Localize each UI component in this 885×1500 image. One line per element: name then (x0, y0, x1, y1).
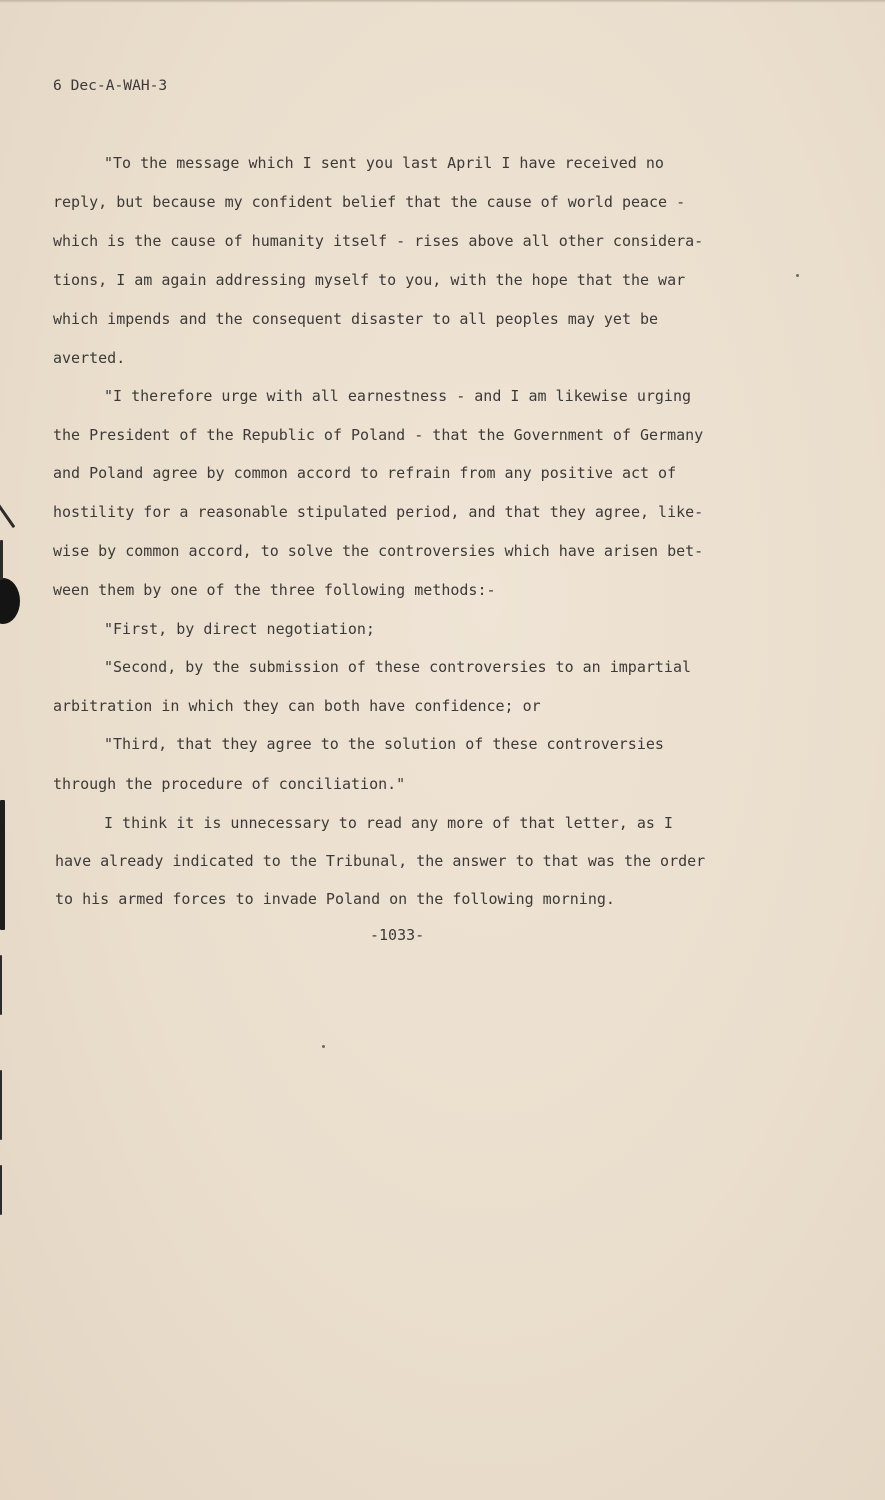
text-line: wise by common accord, to solve the controversies which have arisen bet- (53, 542, 704, 560)
document-header: 6 Dec-A-WAH-3 (53, 77, 168, 94)
text-line: averted. (53, 349, 126, 367)
text-line: "First, by direct negotiation; (104, 620, 375, 638)
text-line: tions, I am again addressing myself to you, with the hope that the war (53, 271, 686, 289)
binding-mark (0, 955, 2, 1015)
binding-mark (0, 502, 15, 528)
text-line: "Second, by the submission of these controversies to an impartial (104, 658, 691, 676)
binding-mark (0, 800, 5, 930)
text-line: which impends and the consequent disaster to all peoples may yet be (53, 310, 659, 328)
page-top-edge (0, 0, 885, 3)
binding-mark (0, 1165, 2, 1215)
text-line: have already indicated to the Tribunal, the answer to that was the order (55, 852, 706, 870)
text-line: which is the cause of humanity itself - rises above all other considera- (53, 232, 704, 250)
text-line: I think it is unnecessary to read any more of that letter, as I (104, 814, 673, 832)
binding-mark (0, 540, 3, 580)
text-line: "Third, that they agree to the solution of these controversies (104, 735, 664, 753)
text-line: and Poland agree by common accord to refrain from any positive act of (53, 464, 677, 482)
page-number: -1033- (370, 926, 425, 944)
paper-speck (322, 1045, 325, 1048)
text-line: reply, but because my confident belief that the cause of world peace - (53, 193, 686, 211)
text-line: arbitration in which they can both have confidence; or (53, 697, 541, 715)
text-line: the President of the Republic of Poland - that the Government of Germany (53, 426, 704, 444)
binding-mark (0, 1070, 2, 1140)
text-line: ween them by one of the three following methods:- (53, 581, 496, 599)
text-line: through the procedure of conciliation." (53, 775, 406, 793)
paper-speck (796, 274, 799, 277)
binding-hole (0, 578, 20, 624)
text-line: "I therefore urge with all earnestness - and I am likewise urging (104, 387, 691, 405)
text-line: hostility for a reasonable stipulated period, and that they agree, like- (53, 503, 704, 521)
text-line: to his armed forces to invade Poland on the following morning. (55, 890, 615, 908)
text-line: "To the message which I sent you last April I have received no (104, 154, 664, 172)
